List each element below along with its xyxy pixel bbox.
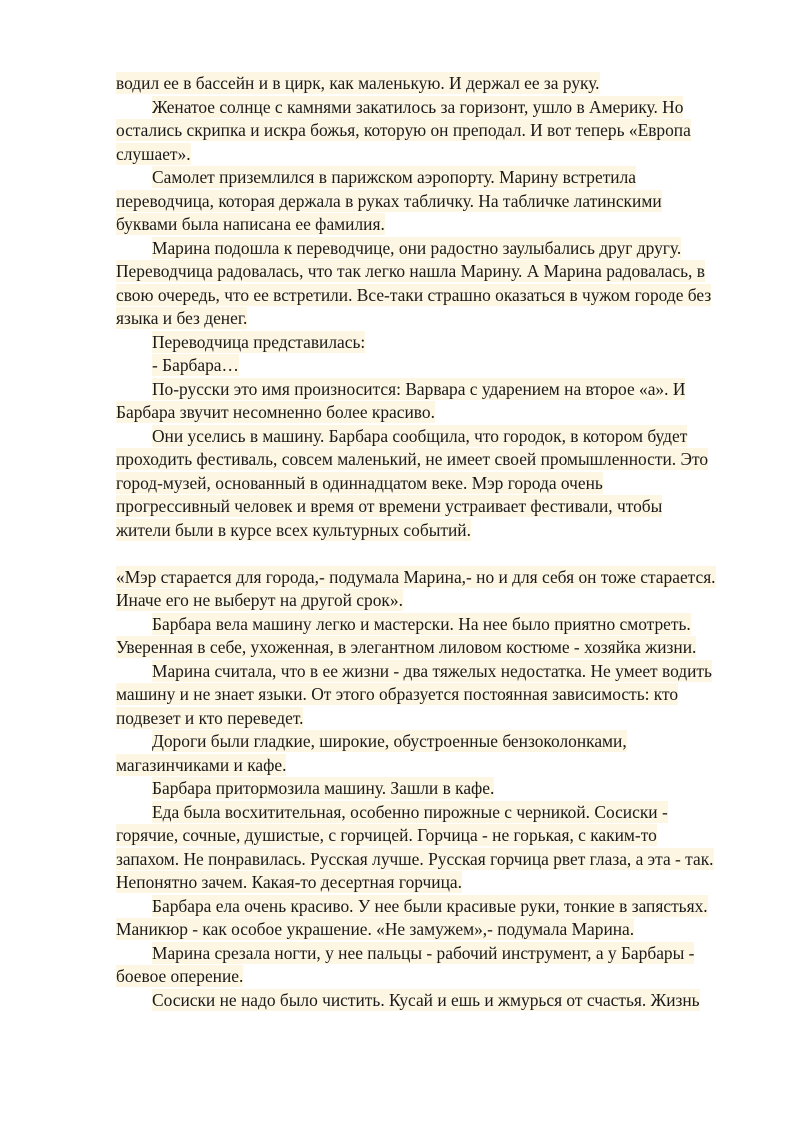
text-line xyxy=(116,260,756,284)
text-line-content: остались скрипка и искра божья, которую он преподал. И вот теперь «Европа xyxy=(116,120,691,140)
text-line xyxy=(116,589,756,613)
text-line xyxy=(116,918,756,942)
text-line xyxy=(116,566,756,590)
text-line xyxy=(116,660,756,684)
text-line-content: Сосиски не надо было чистить. Кусай и ешь и жмурься от счастья. Жизнь xyxy=(152,989,700,1010)
text-line xyxy=(116,143,756,167)
text-line-content: Уверенная в себе, ухоженная, в элегантном лиловом костюме - хозяйка жизни. xyxy=(116,637,697,657)
text-body xyxy=(116,72,756,1012)
text-line xyxy=(116,495,756,519)
text-line xyxy=(116,519,756,543)
text-line-content: Они уселись в машину. Барбара сообщила, что городок, в котором будет xyxy=(152,425,688,446)
text-line-content: проходить фестиваль, совсем маленький, не имеет своей промышленности. Это xyxy=(116,449,709,469)
text-line xyxy=(116,848,756,872)
text-line-content: Еда была восхитительная, особенно пирожные с черникой. Сосиски - xyxy=(152,801,668,822)
text-line xyxy=(116,472,756,496)
text-line xyxy=(116,190,756,214)
text-line-content: прогрессивный человек и время от времени устраивает фестивали, чтобы xyxy=(116,496,663,516)
text-line xyxy=(116,989,756,1013)
text-line-content: буквами была написана ее фамилия. xyxy=(116,214,385,234)
text-line xyxy=(116,542,756,566)
text-line xyxy=(116,895,756,919)
text-line-content: свою очередь, что ее встретили. Все-таки страшно оказаться в чужом городе без xyxy=(116,284,712,305)
text-line xyxy=(116,448,756,472)
text-line xyxy=(116,237,756,261)
text-line-content: Маникюр - как особое украшение. «Не замужем»,- подумала Марина. xyxy=(116,919,635,939)
text-line-content: Переводчица радовалась, что так легко нашла Марину. А Марина радовалась, в xyxy=(116,261,705,281)
text-line xyxy=(116,707,756,731)
text-line xyxy=(116,730,756,754)
text-line-content: машину и не знает языки. От этого образуется постоянная зависимость: кто xyxy=(116,684,679,704)
text-line-content: город-музей, основанный в одиннадцатом веке. Мэр города очень xyxy=(116,472,603,493)
text-line xyxy=(116,378,756,402)
text-line-content: Переводчица представилась: xyxy=(152,331,366,352)
text-line-content: Барбара звучит несомненно более красиво. xyxy=(116,402,435,422)
text-line-content: «Мэр старается для города,- подумала Марина,- но и для себя он тоже старается. xyxy=(116,566,716,587)
text-line xyxy=(116,331,756,355)
text-line xyxy=(116,213,756,237)
text-line-content: слушает». xyxy=(116,143,191,164)
text-line-content: Барбара ела очень красиво. У нее были красивые руки, тонкие в запястьях. xyxy=(152,895,708,916)
text-line xyxy=(116,72,756,96)
text-line xyxy=(116,166,756,190)
text-line xyxy=(116,754,756,778)
text-line-content: подвезет и кто переведет. xyxy=(116,707,304,728)
text-line xyxy=(116,354,756,378)
text-line-content: Марина срезала ногти, у нее пальцы - рабочий инструмент, а у Барбары - xyxy=(152,942,695,963)
text-line-content: Марина считала, что в ее жизни - два тяжелых недостатка. Не умеет водить xyxy=(152,660,712,681)
text-line-content: Непонятно зачем. Какая-то десертная горчица. xyxy=(116,872,462,892)
text-line xyxy=(116,777,756,801)
text-line-content: Марина подошла к переводчице, они радостно заулыбались друг другу. xyxy=(152,237,682,258)
text-line-content: Барбара притормозила машину. Зашли в кафе. xyxy=(152,778,495,798)
text-line-content: Женатое солнце с камнями закатилось за горизонт, ушло в Америку. Но xyxy=(152,96,684,117)
text-line-content: переводчица, которая держала в руках табличку. На табличке латинскими xyxy=(116,190,662,211)
text-line xyxy=(116,942,756,966)
text-line xyxy=(116,284,756,308)
text-line-content: водил ее в бассейн и в цирк, как маленькую. И держал ее за руку. xyxy=(116,73,600,93)
text-line-content: жители были в курсе всех культурных событий. xyxy=(116,519,471,540)
text-line-content: магазинчиками и кафе. xyxy=(116,754,287,775)
text-line xyxy=(116,613,756,637)
text-line xyxy=(116,96,756,120)
text-line-content: Дороги были гладкие, широкие, обустроенные бензоколонками, xyxy=(152,731,627,751)
text-line xyxy=(116,871,756,895)
text-line xyxy=(116,683,756,707)
text-line-content: - Барбара… xyxy=(152,355,239,375)
text-line xyxy=(116,425,756,449)
text-line xyxy=(116,401,756,425)
text-line-content: По-русски это имя произносится: Варвара с ударением на второе «а». И xyxy=(152,378,686,399)
text-line-content: Барбара вела машину легко и мастерски. На нее было приятно смотреть. xyxy=(152,613,691,634)
text-line-content: Иначе его не выберут на другой срок». xyxy=(116,590,403,610)
text-line-content: горячие, сочные, душистые, с горчицей. Горчица - не горькая, с каким-то xyxy=(116,825,657,845)
text-line xyxy=(116,636,756,660)
text-line-content: запахом. Не понравилась. Русская лучше. Русская горчица рвет глаза, а эта - так. xyxy=(116,848,714,869)
text-line-content: языка и без денег. xyxy=(116,308,248,328)
text-line xyxy=(116,801,756,825)
text-line xyxy=(116,307,756,331)
text-line xyxy=(116,965,756,989)
text-line xyxy=(116,824,756,848)
text-line xyxy=(116,119,756,143)
text-line-content: боевое оперение. xyxy=(116,966,244,986)
text-line-content: Самолет приземлился в парижском аэропорту. Марину встретила xyxy=(152,167,637,187)
